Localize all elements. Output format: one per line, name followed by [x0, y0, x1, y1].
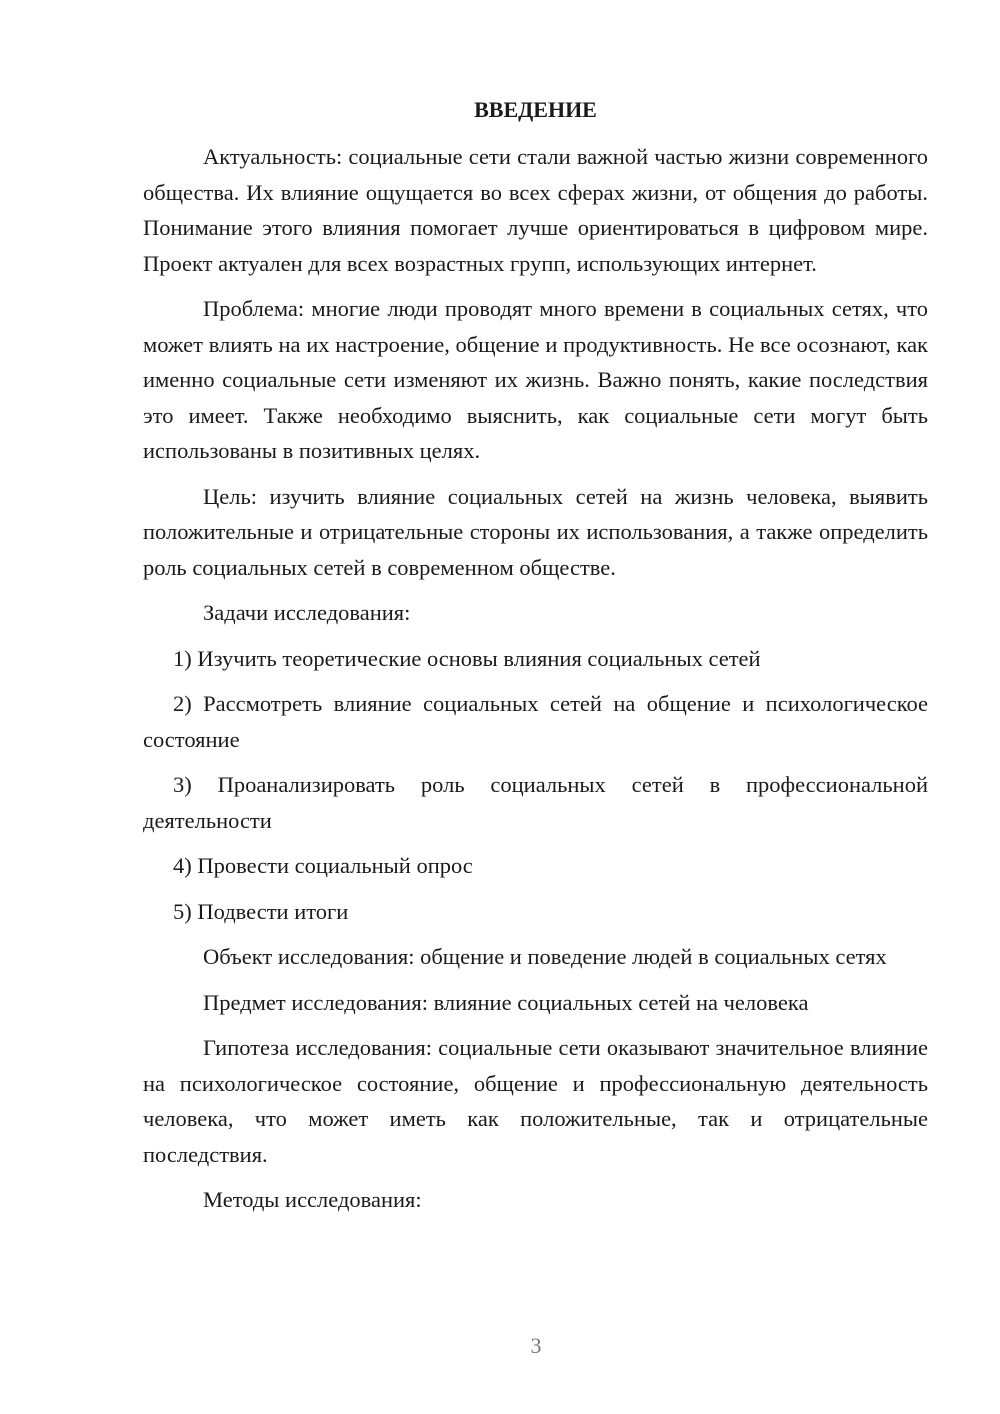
- goal-paragraph: Цель: изучить влияние социальных сетей на жизнь человека, выявить положительные и отрицательные стороны их использования, а также определить роль социальных сетей в современном обществе.: [143, 483, 928, 580]
- methods-heading: Методы исследования:: [203, 1187, 422, 1212]
- task-item-5: 5) Подвести итоги: [173, 898, 349, 924]
- problem-paragraph: Проблема: многие люди проводят много времени в социальных сетях, что может влиять на их настроение, общение и продуктивность. Не все осознают, как именно социальные сети изменяют их жизнь. Важно понять, какие последствия это имеет. Также необходимо выяснить, как социальные сети могут быть использованы в позитивных целях.: [143, 296, 928, 463]
- task-item-2: 2) Рассмотреть влияние социальных сетей на общение и психологическое состояние: [143, 691, 928, 752]
- relevance-paragraph: Актуальность: социальные сети стали важной частью жизни современного общества. Их влияние ощущается во всех сферах жизни, от общения до работы. Понимание этого влияния помогает лучше ориентироваться в цифровом мире. Проект актуален для всех возрастных групп, использующих интернет.: [143, 144, 928, 276]
- document-page: [143, 92, 928, 1228]
- page-title: ВВЕДЕНИЕ: [474, 97, 597, 122]
- task-item-1: 1) Изучить теоретические основы влияния социальных сетей: [173, 645, 761, 671]
- task-item-4: 4) Провести социальный опрос: [173, 853, 473, 878]
- tasks-heading: Задачи исследования:: [203, 600, 411, 625]
- page-number: 3: [530, 1333, 542, 1358]
- subject-paragraph: Предмет исследования: влияние социальных сетей на человека: [203, 989, 809, 1015]
- hypothesis-paragraph: Гипотеза исследования: социальные сети оказывают значительное влияние на психологическое состояние, общение и профессиональную деятельность человека, что может иметь как положительные, так и отрицательные последствия.: [143, 1035, 928, 1167]
- task-item-3: 3) Проанализировать роль социальных сетей в профессиональной деятельности: [143, 772, 928, 833]
- object-paragraph: Объект исследования: общение и поведение людей в социальных сетях: [203, 944, 887, 969]
